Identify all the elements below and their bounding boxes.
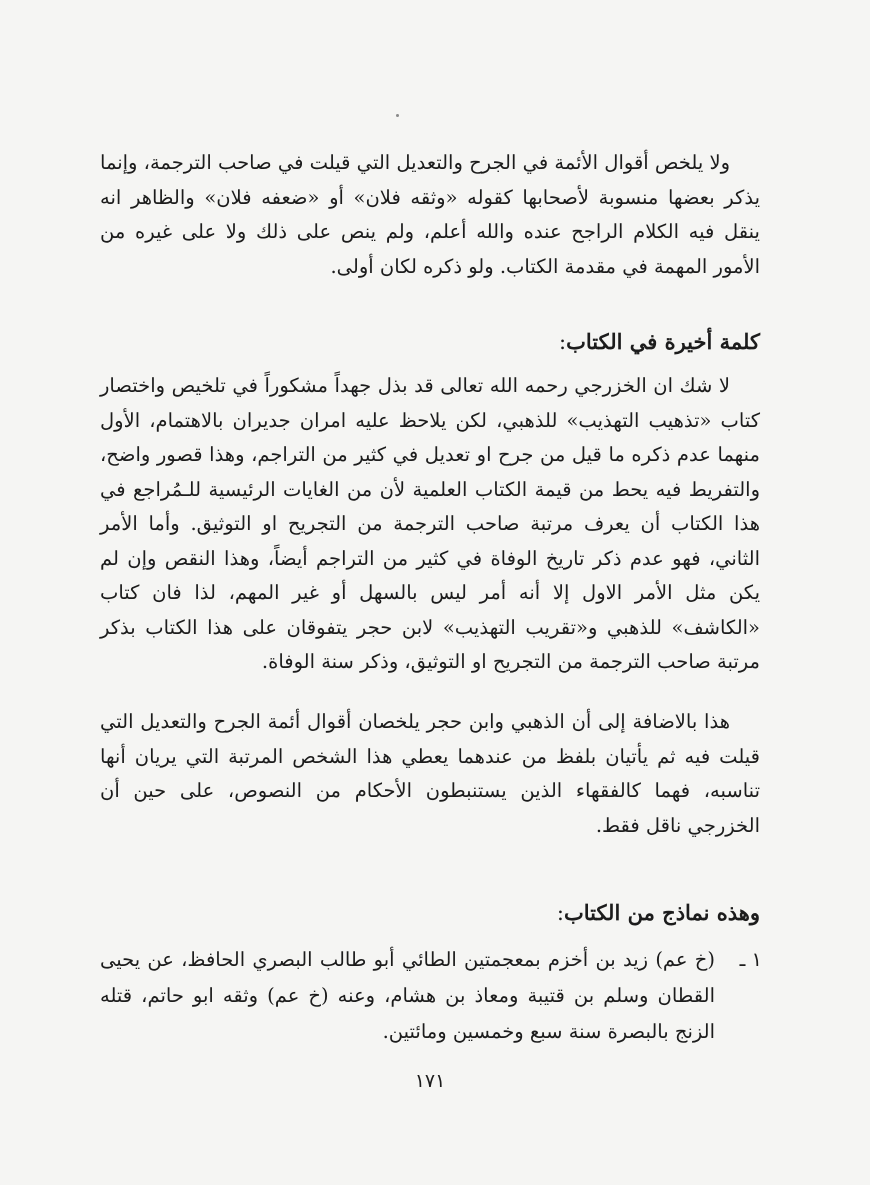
section-heading-text: وهذه نماذج من الكتاب xyxy=(563,900,760,925)
heading-colon: : xyxy=(559,330,567,354)
paragraph-assessment: لا شك ان الخزرجي رحمه الله تعالى قد بذل جهداً مشكوراً في تلخيص واختصار كتاب «تذهيب التهذيب» للذهبي، لكن يلاحظ عليه امران جديران بالاهتمام، الأول منهما عدم ذكره ما قيل من جرح او تعديل في كثير من التراجم، وهذا قصور واضح، والتفريط فيه يحط من قيمة الكتاب العلمية لأن من الغايات الرئيسية للـمُراجع في هذا الكتاب أن يعرف مرتبة صاحب الترجمة من التجريح او التوثيق. وأما الأمر الثاني، فهو عدم ذكر تاريخ الوفاة في كثير من التراجم أيضاً، وهذا النقص وإن لم يكن مثل الأمر الاول إلا أنه أمر ليس بالسهل أو غير المهم، لذا فان كتاب «الكاشف» للذهبي و«تقريب التهذيب» لابن حجر يتفوقان على هذا الكتاب بذكر مرتبة صاحب الترجمة من التجريح او التوثيق، وذكر سنة الوفاة. xyxy=(100,374,760,673)
page-number: ١٧١ xyxy=(414,1070,446,1092)
paragraph-comparison: هذا بالاضافة إلى أن الذهبي وابن حجر يلخصان أقوال أئمة الجرح والتعديل التي قيلت فيه ثم يأتيان بلفظ من عندهما يعطي هذا الشخص المرتبة التي يريان أنها تناسبه، فهما كالفقهاء الذين يستنبطون الأحكام من النصوص، على حين أن الخزرجي ناقل فقط. xyxy=(100,710,760,837)
book-page xyxy=(100,0,760,1185)
paragraph-intro: ولا يلخص أقوال الأئمة في الجرح والتعديل التي قيلت في صاحب الترجمة، وإنما يذكر بعضها منسوبة لأصحابها كقوله «وثقه فلان» أو «ضعفه فلان» والظاهر انه ينقل فيه الكلام الراجح عنده والله أعلم، ولم ينص على ذلك ولا على غيره من الأمور المهمة في مقدمة الكتاب. ولو ذكره لكان أولى. xyxy=(100,151,760,278)
list-item xyxy=(100,942,760,1050)
section-heading-final-word xyxy=(100,324,760,360)
section-heading-examples xyxy=(100,895,760,931)
page-mark xyxy=(396,114,399,117)
heading-colon: : xyxy=(556,901,564,925)
section-heading-text: كلمة أخيرة في الكتاب xyxy=(566,329,760,354)
list-item-text: (خ عم) زيد بن أخزم بمعجمتين الطائي أبو طالب البصري الحافظ، عن يحيى القطان وسلم بن قتيبة ومعاذ بن هشام، وعنه (خ عم) وثقه ابو حاتم، قتله الزنج بالبصرة سنة سبع وخمسين ومائتين. xyxy=(100,948,715,1043)
list-item-number: ١ ـ xyxy=(739,948,762,971)
